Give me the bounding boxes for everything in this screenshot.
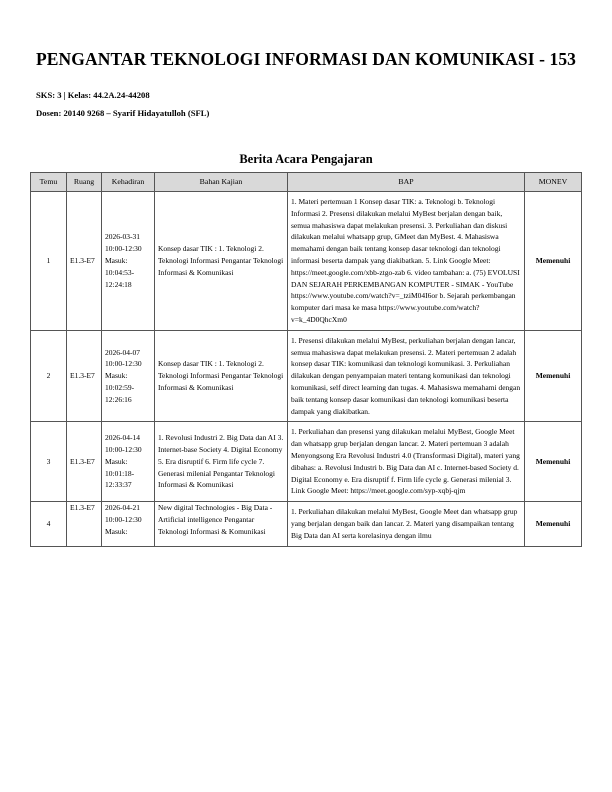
cell-temu: 3 — [31, 422, 67, 502]
cell-kehadiran: 2026-04-21 10:00-12:30 Masuk: — [102, 502, 155, 546]
table-row — [31, 330, 582, 422]
cell-bahan-kajian: New digital Technologies - Big Data - Artificial intelligence Pengantar Teknologi Informasi & Komunikasi — [155, 502, 288, 546]
class-info: SKS: 3 | Kelas: 44.2A.24-44208 — [36, 90, 150, 100]
table-header-row — [31, 173, 582, 192]
header-monev: MONEV — [525, 173, 582, 192]
cell-temu: 4 — [31, 502, 67, 546]
cell-kehadiran: 2026-03-31 10:00-12:30 Masuk: 10:04:53-12:24:18 — [102, 192, 155, 331]
table-row — [31, 502, 582, 546]
cell-temu: 1 — [31, 192, 67, 331]
header-bahan-kajian: Bahan Kajian — [155, 173, 288, 192]
cell-monev: Memenuhi — [525, 330, 582, 422]
cell-kehadiran: 2026-04-14 10:00-12:30 Masuk: 10:01:18-12:33:37 — [102, 422, 155, 502]
cell-ruang: E1.3-E7 — [67, 330, 102, 422]
cell-ruang: E1.3-E7 — [67, 192, 102, 331]
cell-bahan-kajian: Konsep dasar TIK : 1. Teknologi 2. Teknologi Informasi Pengantar Teknologi Informasi & Komunikasi — [155, 192, 288, 331]
cell-bap: 1. Materi pertemuan 1 Konsep dasar TIK: a. Teknologi b. Teknologi Informasi 2. Presensi dilakukan melalui MyBest berjalan dengan baik, semua mahasiswa dapat melakukan presensi. 3. Perkuliahan dan diskusi dilakukan melalui whatsapp grup, GMeet dan MyBest. 4. Mahasiswa memahami dengan baik tentang konsep dasar teknologi dan teknologi informasi beserta dampak yang diakibatkan. 5. Link Google Meet: https://meet.google.com/xbb-ztgo-zab 6. video tambahan: a. (75) EVOLUSI DAN SEJARAH PERKEMBANGAN KOMPUTER - SIMAK - YouTube https://www.youtube.com/watch?v=_tziM04I6or b. Sejarah perkembangan komputer dari masa ke masa https://www.youtube.com/watch?v=k_4D0QhcXm0 — [288, 192, 525, 331]
header-bap: BAP — [288, 173, 525, 192]
header-temu: Temu — [31, 173, 67, 192]
table-row — [31, 192, 582, 331]
cell-bahan-kajian: Konsep dasar TIK : 1. Teknologi 2. Teknologi Informasi Pengantar Teknologi Informasi & Komunikasi — [155, 330, 288, 422]
cell-bap: 1. Presensi dilakukan melalui MyBest, perkuliahan berjalan dengan lancar, semua mahasiswa dapat melakukan presensi. 2. Materi pertemuan 2 adalah konsep dasar TIK: komunikasi dan teknologi komunikasi. 3. Perkuliahan dilakukan dengan penyampaian materi tentang komunikasi dan teknologi komunikasi, self direct learning dan tugas. 4. Mahasiswa memahami dengan baik tentang konsep dasar komunikasi dan teknologi komunikasi beserta dampak yang diakibatkan. — [288, 330, 525, 422]
cell-ruang: E1.3-E7 — [67, 502, 102, 546]
cell-monev: Memenuhi — [525, 192, 582, 331]
cell-temu: 2 — [31, 330, 67, 422]
page-title: PENGANTAR TEKNOLOGI INFORMASI DAN KOMUNIKASI - 153 — [35, 49, 577, 69]
cell-bap: 1. Perkuliahan dilakukan melalui MyBest, Google Meet dan whatsapp grup yang berjalan dengan baik dan lancar. 2. Materi yang disampaikan tentang Big Data dan AI serta korelasinya dengan ilmu — [288, 502, 525, 546]
header-kehadiran: Kehadiran — [102, 173, 155, 192]
table-row — [31, 422, 582, 502]
cell-bap: 1. Perkuliahan dan presensi yang dilakukan melalui MyBest, Google Meet dan whatsapp grup berjalan dengan lancar. 2. Materi pertemuan 3 adalah Menyongsong Era Revolusi Industri 4.0 (Transformasi Digital), materi yang dibahas: a. Revolusi Industri b. Big Data dan AI c. Internet-based Society d. Digital Economy e. Era disruptif f. Firm life cycle g. Generasi milenial 3. Link Google Meet: https://meet.google.com/syp-xqbj-qjm — [288, 422, 525, 502]
lecturer-info: Dosen: 20140 9268 – Syarif Hidayatulloh (SFL) — [36, 108, 210, 118]
header-ruang: Ruang — [67, 173, 102, 192]
teaching-report-table — [30, 172, 582, 547]
cell-bahan-kajian: 1. Revolusi Industri 2. Big Data dan AI 3. Internet-base Society 4. Digital Economy 5. Era disruptif 6. Firm life cycle 7. Generasi milenial Pengantar Teknologi Informasi & Komunikasi — [155, 422, 288, 502]
cell-monev: Memenuhi — [525, 502, 582, 546]
cell-kehadiran: 2026-04-07 10:00-12:30 Masuk: 10:02:59-12:26:16 — [102, 330, 155, 422]
section-title: Berita Acara Pengajaran — [239, 152, 373, 166]
cell-monev: Memenuhi — [525, 422, 582, 502]
cell-ruang: E1.3-E7 — [67, 422, 102, 502]
